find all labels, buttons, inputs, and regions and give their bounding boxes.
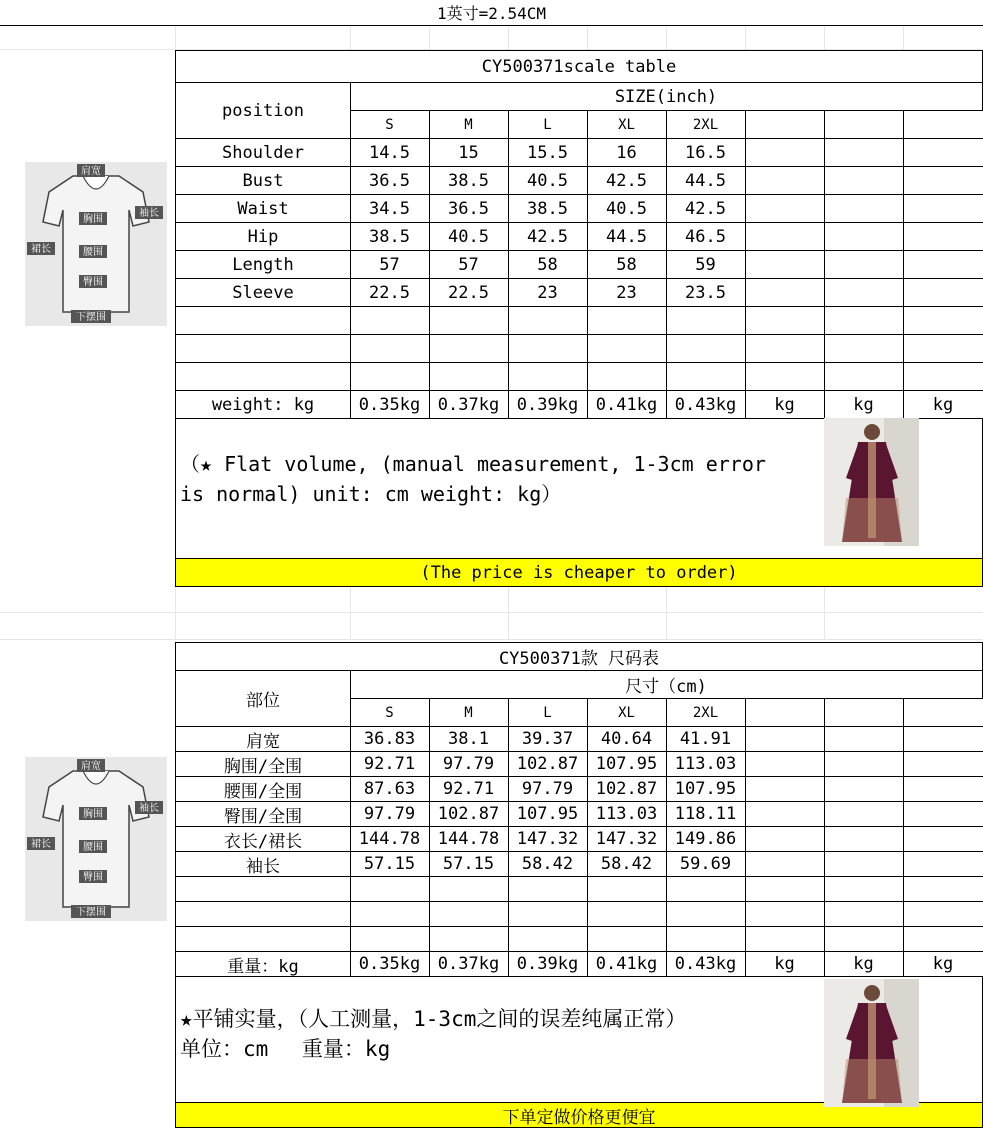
grid-line <box>508 25 509 50</box>
note-text: （★ Flat volume, (manual measurement, 1-3cm error is normal) unit: cm weight: kg） <box>180 451 766 506</box>
weight-cell: 0.41kg <box>587 952 667 977</box>
table-cell: 57.15 <box>350 852 430 877</box>
table-cell <box>508 335 588 363</box>
table-cell: 40.5 <box>508 167 588 195</box>
table-cell <box>903 827 983 852</box>
table-cell: 144.78 <box>350 827 430 852</box>
table-cell <box>745 251 825 279</box>
weight-cell: kg <box>824 952 904 977</box>
measurement-diagram-en <box>25 162 167 326</box>
grid-line <box>903 25 904 50</box>
weight-cell: 0.37kg <box>429 391 509 419</box>
weight-cell: 0.43kg <box>666 952 746 977</box>
table-cell <box>745 802 825 827</box>
table-cell <box>745 752 825 777</box>
table-cell <box>350 307 430 335</box>
table-cell <box>429 877 509 902</box>
table-cell: 36.5 <box>429 195 509 223</box>
table-cell: 107.95 <box>587 752 667 777</box>
weight-cell: 0.41kg <box>587 391 667 419</box>
table-cell <box>824 279 904 307</box>
size-col-header: M <box>429 111 509 139</box>
table-cell: 46.5 <box>666 223 746 251</box>
table-cell: 107.95 <box>508 802 588 827</box>
table-cell <box>824 363 904 391</box>
table-cell <box>666 307 746 335</box>
model-head <box>864 424 880 440</box>
table-cell <box>824 139 904 167</box>
diagram-label-hip: 臀围 <box>83 872 103 883</box>
row-label <box>175 902 351 927</box>
diagram-label-chest: 胸围 <box>83 809 103 820</box>
table-cell <box>824 852 904 877</box>
table-cell <box>745 195 825 223</box>
table-cell <box>824 802 904 827</box>
table-cell <box>824 335 904 363</box>
size-col-header: 2XL <box>666 699 746 727</box>
table-cell <box>745 167 825 195</box>
row-label: Waist <box>175 195 351 223</box>
dress-pattern <box>842 1059 902 1103</box>
product-photo-zh <box>824 979 919 1107</box>
table-cell <box>824 195 904 223</box>
grid-line <box>824 587 825 639</box>
weight-cell: 0.39kg <box>508 391 588 419</box>
weight-label: 重量：kg <box>175 952 351 977</box>
size-col-header: L <box>508 111 588 139</box>
table-cell: 58.42 <box>587 852 667 877</box>
table-cell: 15 <box>429 139 509 167</box>
size-col-header: XL <box>587 111 667 139</box>
row-label <box>175 927 351 952</box>
table-cell <box>745 363 825 391</box>
price-footer: 下单定做价格更便宜 <box>175 1103 983 1128</box>
grid-line <box>508 587 509 639</box>
table-cell <box>903 752 983 777</box>
size-header <box>350 83 983 111</box>
table-cell: 144.78 <box>429 827 509 852</box>
table-cell: 22.5 <box>429 279 509 307</box>
grid-line <box>824 25 825 50</box>
table-cell <box>745 139 825 167</box>
table-cell <box>429 902 509 927</box>
grid-line <box>0 639 983 640</box>
table-cell: 23 <box>508 279 588 307</box>
row-label <box>175 877 351 902</box>
table-cell <box>745 877 825 902</box>
diagram-label-waist: 腰围 <box>83 842 103 853</box>
table-cell <box>587 363 667 391</box>
size-col-header <box>745 699 825 727</box>
diagram-label-shoulder: 肩宽 <box>81 166 101 177</box>
diagram-label-chest: 胸围 <box>83 214 103 225</box>
conversion-header: 1英寸=2.54CM <box>0 0 983 26</box>
table-cell <box>903 877 983 902</box>
table-cell <box>666 902 746 927</box>
diagram-label-sleeve: 袖长 <box>139 803 159 814</box>
table-cell <box>587 927 667 952</box>
row-label: 衣长/裙长 <box>175 827 351 852</box>
row-label: 肩宽 <box>175 727 351 752</box>
table-title: CY500371款 尺码表 <box>175 642 983 671</box>
table-cell <box>350 363 430 391</box>
size-col-header: S <box>350 699 430 727</box>
weight-cell: kg <box>745 391 825 419</box>
table-cell: 102.87 <box>587 777 667 802</box>
table-cell: 40.5 <box>587 195 667 223</box>
table-cell <box>429 927 509 952</box>
table-cell: 59 <box>666 251 746 279</box>
weight-cell: 0.35kg <box>350 391 430 419</box>
table-cell: 59.69 <box>666 852 746 877</box>
table-cell: 44.5 <box>587 223 667 251</box>
size-col-header: 2XL <box>666 111 746 139</box>
table-cell: 15.5 <box>508 139 588 167</box>
size-header-text: SIZE(inch) <box>614 86 718 107</box>
grid-line <box>429 25 430 50</box>
grid-line <box>666 587 667 639</box>
table-cell <box>745 827 825 852</box>
table-cell: 102.87 <box>508 752 588 777</box>
table-cell: 113.03 <box>587 802 667 827</box>
table-cell <box>824 307 904 335</box>
table-cell: 97.79 <box>429 752 509 777</box>
row-label <box>175 307 351 335</box>
table-cell <box>350 877 430 902</box>
table-cell <box>587 902 667 927</box>
table-cell <box>824 877 904 902</box>
table-cell: 97.79 <box>508 777 588 802</box>
diagram-label-length: 裙长 <box>31 244 51 255</box>
table-cell: 34.5 <box>350 195 430 223</box>
table-cell <box>350 927 430 952</box>
table-cell <box>508 927 588 952</box>
diagram-label-hip: 臀围 <box>83 277 103 288</box>
grid-line <box>745 25 746 50</box>
table-cell <box>350 902 430 927</box>
table-cell: 39.37 <box>508 727 588 752</box>
table-cell: 16 <box>587 139 667 167</box>
diagram-label-hem: 下摆围 <box>76 312 106 323</box>
table-cell <box>666 335 746 363</box>
size-col-header <box>824 699 904 727</box>
table-cell <box>903 727 983 752</box>
table-cell <box>745 902 825 927</box>
table-cell <box>903 195 983 223</box>
diagram-label-sleeve: 袖长 <box>139 208 159 219</box>
grid-line <box>587 25 588 50</box>
row-label: Length <box>175 251 351 279</box>
table-cell: 58 <box>587 251 667 279</box>
weight-cell: kg <box>745 952 825 977</box>
table-cell <box>745 727 825 752</box>
table-cell <box>824 902 904 927</box>
table-cell: 97.79 <box>350 802 430 827</box>
table-cell: 40.5 <box>429 223 509 251</box>
table-cell: 38.5 <box>429 167 509 195</box>
table-cell <box>824 752 904 777</box>
size-col-header <box>903 111 983 139</box>
table-cell <box>745 335 825 363</box>
table-cell <box>587 877 667 902</box>
row-label: Bust <box>175 167 351 195</box>
table-cell <box>745 852 825 877</box>
table-cell: 57 <box>429 251 509 279</box>
table-cell: 147.32 <box>587 827 667 852</box>
table-cell: 41.91 <box>666 727 746 752</box>
table-cell: 57 <box>350 251 430 279</box>
diagram-label-length: 裙长 <box>31 839 51 850</box>
table-cell: 38.5 <box>350 223 430 251</box>
table-cell: 36.83 <box>350 727 430 752</box>
table-cell: 92.71 <box>429 777 509 802</box>
weight-cell: 0.35kg <box>350 952 430 977</box>
table-cell: 16.5 <box>666 139 746 167</box>
table-cell: 149.86 <box>666 827 746 852</box>
table-cell: 102.87 <box>429 802 509 827</box>
measurement-diagram-zh <box>25 757 167 921</box>
table-title: CY500371scale table <box>175 50 983 83</box>
table-cell: 40.64 <box>587 727 667 752</box>
table-cell <box>903 927 983 952</box>
note-line-1: ★平铺实量，（人工测量，1-3cm之间的误差纯属正常） <box>180 1006 687 1031</box>
size-col-header <box>824 111 904 139</box>
weight-cell: kg <box>903 391 983 419</box>
row-label: 胸围/全围 <box>175 752 351 777</box>
table-cell <box>903 802 983 827</box>
table-cell <box>745 223 825 251</box>
table-cell <box>903 335 983 363</box>
table-cell <box>508 877 588 902</box>
table-cell: 107.95 <box>666 777 746 802</box>
table-cell <box>903 902 983 927</box>
table-cell: 23.5 <box>666 279 746 307</box>
table-cell <box>903 223 983 251</box>
table-cell <box>824 827 904 852</box>
table-cell: 23 <box>587 279 667 307</box>
table-cell: 42.5 <box>508 223 588 251</box>
table-cell <box>350 335 430 363</box>
table-cell <box>903 852 983 877</box>
table-cell: 57.15 <box>429 852 509 877</box>
table-cell <box>666 363 746 391</box>
table-cell <box>429 307 509 335</box>
table-cell: 92.71 <box>350 752 430 777</box>
size-header: 尺寸（cm) <box>350 671 983 699</box>
table-cell <box>666 927 746 952</box>
row-label: 袖长 <box>175 852 351 877</box>
position-header: position <box>175 83 351 139</box>
table-cell <box>745 279 825 307</box>
grid-line <box>350 587 351 639</box>
table-cell: 147.32 <box>508 827 588 852</box>
table-cell: 38.1 <box>429 727 509 752</box>
weight-cell: 0.43kg <box>666 391 746 419</box>
table-cell <box>903 279 983 307</box>
weight-cell: kg <box>903 952 983 977</box>
price-footer: (The price is cheaper to order) <box>175 559 983 587</box>
row-label: Sleeve <box>175 279 351 307</box>
table-cell <box>824 223 904 251</box>
table-cell <box>745 777 825 802</box>
size-col-header: XL <box>587 699 667 727</box>
table-cell <box>508 363 588 391</box>
table-cell <box>587 335 667 363</box>
dress-pattern <box>842 498 902 542</box>
table-cell <box>903 363 983 391</box>
row-label: Hip <box>175 223 351 251</box>
diagram-label-hem: 下摆围 <box>76 907 106 918</box>
table-cell <box>745 927 825 952</box>
table-cell <box>587 307 667 335</box>
table-cell <box>824 777 904 802</box>
size-col-header <box>745 111 825 139</box>
table-cell: 58.42 <box>508 852 588 877</box>
table-cell <box>903 139 983 167</box>
grid-line <box>666 25 667 50</box>
grid-line <box>0 612 983 613</box>
note-wrapper <box>180 1004 686 1064</box>
size-col-header: M <box>429 699 509 727</box>
table-cell <box>903 307 983 335</box>
grid-line <box>350 25 351 50</box>
row-label: 臀围/全围 <box>175 802 351 827</box>
table-cell <box>745 307 825 335</box>
size-col-header <box>903 699 983 727</box>
table-cell <box>824 727 904 752</box>
table-cell: 118.11 <box>666 802 746 827</box>
row-label: Shoulder <box>175 139 351 167</box>
table-cell <box>508 902 588 927</box>
table-cell: 44.5 <box>666 167 746 195</box>
row-label <box>175 335 351 363</box>
table-cell: 87.63 <box>350 777 430 802</box>
table-cell: 113.03 <box>666 752 746 777</box>
table-cell: 58 <box>508 251 588 279</box>
table-cell: 42.5 <box>666 195 746 223</box>
size-col-header: L <box>508 699 588 727</box>
table-cell <box>429 335 509 363</box>
table-cell <box>429 363 509 391</box>
position-header: 部位 <box>175 671 351 727</box>
table-cell <box>903 777 983 802</box>
table-cell: 36.5 <box>350 167 430 195</box>
table-cell <box>824 927 904 952</box>
weight-cell: 0.39kg <box>508 952 588 977</box>
table-cell <box>824 251 904 279</box>
table-cell: 38.5 <box>508 195 588 223</box>
table-cell <box>508 307 588 335</box>
size-col-header: S <box>350 111 430 139</box>
product-photo-en <box>824 418 919 546</box>
weight-cell: kg <box>824 391 904 419</box>
table-cell <box>824 167 904 195</box>
table-cell: 42.5 <box>587 167 667 195</box>
weight-cell: 0.37kg <box>429 952 509 977</box>
table-cell: 22.5 <box>350 279 430 307</box>
table-cell <box>666 877 746 902</box>
table-cell <box>903 167 983 195</box>
note-line-2: 单位：cm 重量：kg <box>180 1036 391 1061</box>
diagram-label-waist: 腰围 <box>83 247 103 258</box>
model-head <box>864 985 880 1001</box>
row-label: 腰围/全围 <box>175 777 351 802</box>
weight-label: weight: kg <box>175 391 351 419</box>
table-cell: 14.5 <box>350 139 430 167</box>
row-label <box>175 363 351 391</box>
diagram-label-shoulder: 肩宽 <box>81 761 101 772</box>
table-cell <box>903 251 983 279</box>
